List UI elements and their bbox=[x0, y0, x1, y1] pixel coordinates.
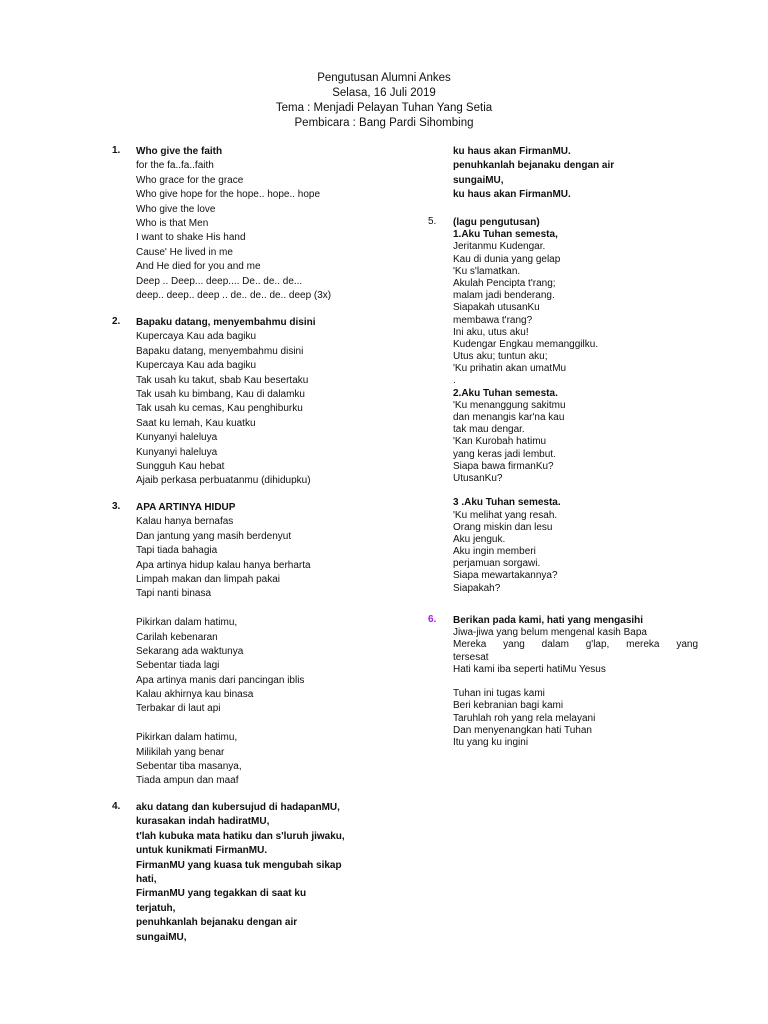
song-line: Kalau akhirnya kau binasa bbox=[136, 689, 254, 701]
song-line: Apa artinya manis dari pancingan iblis bbox=[136, 674, 305, 686]
song-line: Tapi nanti binasa bbox=[136, 588, 212, 600]
song-line: Beri kebranian bagi kami bbox=[453, 700, 564, 712]
song-line: Tak usah ku cemas, Kau penghiburku bbox=[136, 403, 303, 415]
song-line: Apa artinya hidup kalau hanya berharta bbox=[136, 559, 311, 571]
song-line: Who give hope for the hope.. hope.. hope bbox=[136, 189, 321, 201]
song-line: Bapaku datang, menyembahmu disini bbox=[136, 317, 316, 328]
song-line: I want to shake His hand bbox=[136, 232, 246, 244]
song-line: penuhkanlah bejanaku dengan air bbox=[136, 917, 298, 929]
song-line: Berikan pada kami, hati yang mengasihi bbox=[453, 615, 644, 626]
song-line: Jeritanmu Kudengar. bbox=[453, 241, 546, 253]
song-line: Terbakar di laut api bbox=[136, 703, 221, 715]
song-line: tersesat bbox=[453, 651, 489, 663]
song-line bbox=[136, 602, 311, 616]
document-header bbox=[0, 71, 768, 131]
song-line: Kupercaya Kau ada bagiku bbox=[136, 360, 257, 372]
song-line: Siapa mewartakannya? bbox=[453, 570, 558, 582]
song-line: Aku jenguk. bbox=[453, 533, 506, 545]
song-line: for the fa..fa..faith bbox=[136, 160, 214, 172]
song-line: FirmanMU yang kuasa tuk mengubah sikap bbox=[136, 859, 342, 871]
event-date: Selasa, 16 Juli 2019 bbox=[332, 87, 436, 99]
song-line: malam jadi benderang. bbox=[453, 290, 555, 302]
song-line: Mereka yang dalam g'lap, mereka yang bbox=[453, 639, 698, 651]
song-line: 3 .Aku Tuhan semesta. bbox=[453, 497, 561, 509]
song-line: Siapakah utusanKu bbox=[453, 302, 540, 314]
song-line: 'Ku melihat yang resah. bbox=[453, 509, 558, 521]
song-line: Kunyanyi haleluya bbox=[136, 446, 218, 458]
song-line: sungaiMU, bbox=[136, 931, 187, 943]
song-line: Tiada ampun dan maaf bbox=[136, 775, 239, 787]
song-line: membawa t'rang? bbox=[453, 314, 533, 326]
song-line: t'lah kubuka mata hatiku dan s'luruh jiwaku, bbox=[136, 830, 345, 842]
song-line: tak mau dengar. bbox=[453, 424, 525, 436]
song-line: Kunyanyi haleluya bbox=[136, 432, 218, 444]
song-line: Utus aku; tuntun aku; bbox=[453, 351, 548, 363]
song-line: 'Ku s'lamatkan. bbox=[453, 265, 521, 277]
song-line: terjatuh, bbox=[136, 902, 176, 914]
event-speaker: Pembicara : Bang Pardi Sihombing bbox=[294, 117, 474, 129]
song-line: penuhkanlah bejanaku dengan air bbox=[453, 160, 615, 172]
song-line: Sebentar tiba masanya, bbox=[136, 761, 242, 773]
song-line: Jiwa-jiwa yang belum mengenal kasih Bapa bbox=[453, 627, 647, 639]
song-line: ku haus akan FirmanMU. bbox=[453, 146, 571, 157]
song-line: 'Kan Kurobah hatimu bbox=[453, 436, 547, 448]
song-line: FirmanMU yang tegakkan di saat ku bbox=[136, 888, 307, 900]
song-line: Aku ingin memberi bbox=[453, 546, 536, 558]
song-line: deep.. deep.. deep .. de.. de.. de.. deep (3x) bbox=[136, 289, 332, 301]
song-line: sungaiMU, bbox=[453, 174, 504, 186]
song-number: 5. bbox=[428, 216, 437, 227]
song-number: 2. bbox=[112, 316, 121, 327]
song-line: Kupercaya Kau ada bagiku bbox=[136, 331, 257, 343]
song-line: Hati kami iba seperti hatiMu Yesus bbox=[453, 663, 606, 675]
event-theme: Tema : Menjadi Pelayan Tuhan Yang Setia bbox=[275, 102, 493, 114]
song-line bbox=[453, 676, 698, 688]
song-line: 'Ku menanggung sakitmu bbox=[453, 399, 566, 411]
song-line: Who give the love bbox=[136, 203, 216, 215]
song-line: Tak usah ku takut, sbab Kau besertaku bbox=[136, 374, 309, 386]
song-line: Siapa bawa firmanKu? bbox=[453, 460, 554, 472]
song-line: Orang miskin dan lesu bbox=[453, 521, 553, 533]
song-line: Carilah kebenaran bbox=[136, 631, 218, 643]
song-line: Deep .. Deep... deep.... De.. de.. de... bbox=[136, 275, 303, 287]
song-line: 2.Aku Tuhan semesta. bbox=[453, 387, 558, 399]
song-line: Pikirkan dalam hatimu, bbox=[136, 617, 238, 629]
song-line: Siapakah? bbox=[453, 582, 501, 594]
song-line: 1.Aku Tuhan semesta, bbox=[453, 229, 558, 241]
song-line: Taruhlah roh yang rela melayani bbox=[453, 712, 596, 724]
song-line: APA ARTINYA HIDUP bbox=[136, 502, 236, 513]
song-line: hati, bbox=[136, 873, 157, 885]
song-line: Ajaib perkasa perbuatanmu (dihidupku) bbox=[136, 475, 311, 487]
song-line: (lagu pengutusan) bbox=[453, 217, 540, 228]
song-line: Tapi tiada bahagia bbox=[136, 545, 218, 557]
song-line: Akulah Pencipta t'rang; bbox=[453, 277, 556, 289]
song-line bbox=[136, 717, 311, 731]
song-number: 3. bbox=[112, 501, 121, 512]
song-line: Cause' He lived in me bbox=[136, 246, 233, 258]
song-line: aku datang dan kubersujud di hadapanMU, bbox=[136, 802, 340, 813]
song-line: Sungguh Kau hebat bbox=[136, 460, 225, 472]
song-line: Milikilah yang benar bbox=[136, 746, 225, 758]
song-line: Who is that Men bbox=[136, 217, 209, 229]
song-line: Dan menyenangkan hati Tuhan bbox=[453, 724, 592, 736]
song-4-continued bbox=[453, 145, 614, 203]
song-line: yang keras jadi lembut. bbox=[453, 448, 556, 460]
song-line: Dan jantung yang masih berdenyut bbox=[136, 530, 292, 542]
song-line: Sebentar tiada lagi bbox=[136, 660, 220, 672]
song-line: dan menangis kar'na kau bbox=[453, 412, 565, 423]
song-line: Limpah makan dan limpah pakai bbox=[136, 573, 280, 585]
song-line: untuk kunikmati FirmanMU. bbox=[136, 845, 268, 857]
song-line: Kau di dunia yang gelap bbox=[453, 253, 561, 265]
song-line bbox=[453, 485, 598, 497]
song-line: And He died for you and me bbox=[136, 261, 261, 273]
song-line: Who grace for the grace bbox=[136, 174, 244, 186]
song-line: Tak usah ku bimbang, Kau di dalamku bbox=[136, 388, 305, 400]
song-line: Itu yang ku ingini bbox=[453, 736, 529, 748]
song-line: Saat ku lemah, Kau kuatku bbox=[136, 417, 256, 429]
song-line: ku haus akan FirmanMU. bbox=[453, 189, 571, 201]
song-line: Who give the faith bbox=[136, 146, 223, 157]
song-line: . bbox=[453, 375, 456, 387]
song-line: Kalau hanya bernafas bbox=[136, 516, 234, 528]
song-line: perjamuan sorgawi. bbox=[453, 558, 541, 570]
song-line: Bapaku datang, menyembahmu disini bbox=[136, 345, 304, 357]
event-title: Pengutusan Alumni Ankes bbox=[317, 72, 451, 84]
song-line: 'Ku prihatin akan umatMu bbox=[453, 363, 567, 375]
song-number: 1. bbox=[112, 145, 121, 156]
song-line: kurasakan indah hadiratMU, bbox=[136, 816, 270, 828]
song-number: 6. bbox=[428, 614, 437, 625]
song-line: Tuhan ini tugas kami bbox=[453, 688, 545, 700]
song-line: UtusanKu? bbox=[453, 472, 503, 484]
song-line: Pikirkan dalam hatimu, bbox=[136, 732, 238, 744]
song-line: Kudengar Engkau memanggilku. bbox=[453, 338, 599, 350]
song-number: 4. bbox=[112, 801, 121, 812]
song-line: Sekarang ada waktunya bbox=[136, 645, 244, 657]
song-line: Ini aku, utus aku! bbox=[453, 326, 529, 338]
